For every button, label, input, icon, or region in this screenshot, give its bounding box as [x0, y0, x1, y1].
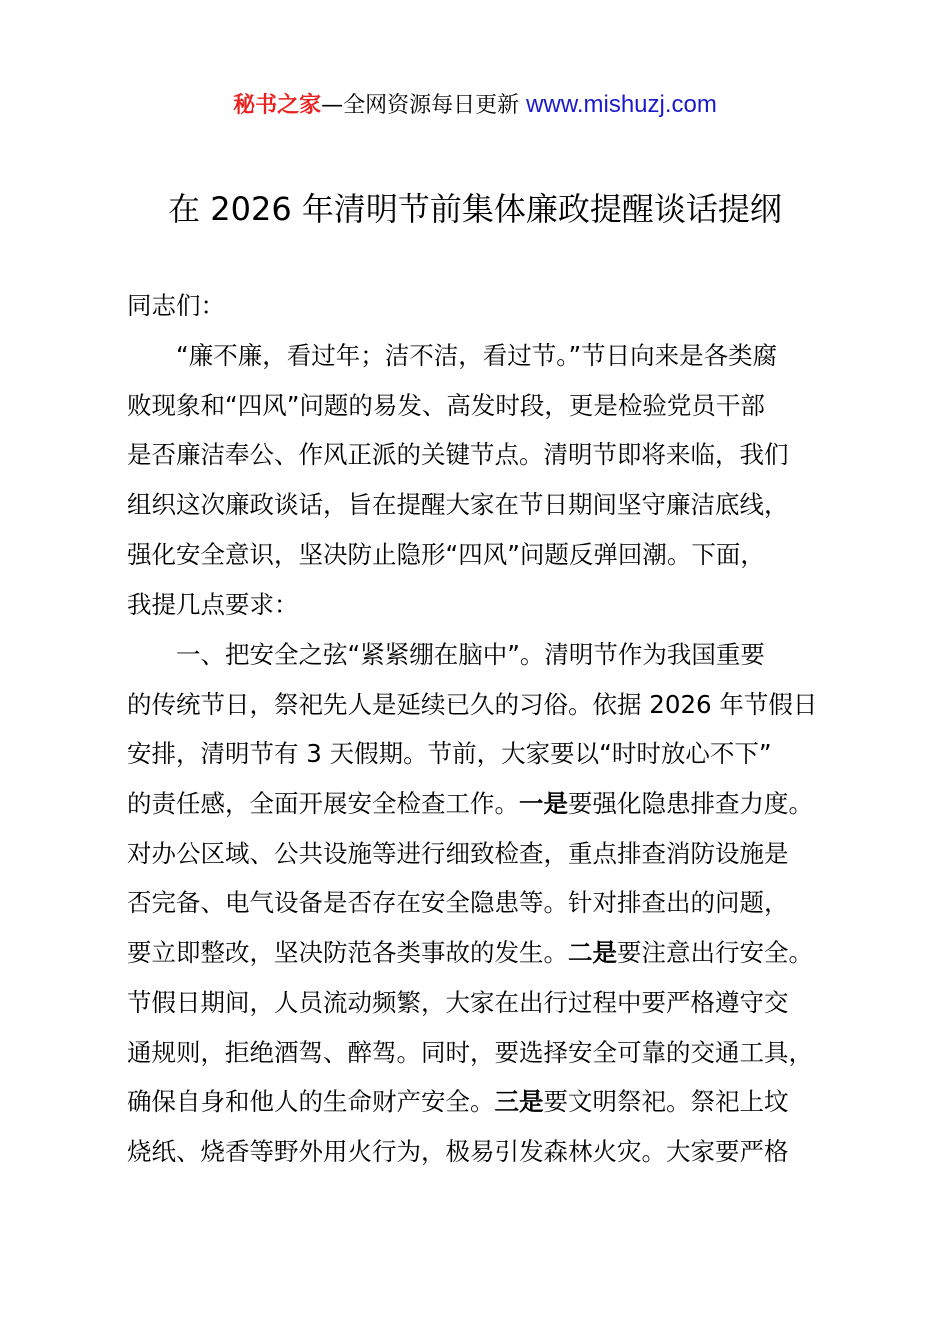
text-segment: 要强化隐患排查力度。 [568, 789, 813, 818]
site-banner [0, 88, 950, 119]
bold-text: 三是 [494, 1087, 544, 1116]
paragraph-line [127, 1038, 813, 1068]
text-segment: 的传统节日，祭祀先人是延续已久的习俗。依据 2026 年节假日 [127, 690, 818, 719]
paragraph-line [127, 540, 765, 570]
paragraph-line [127, 391, 765, 421]
paragraph-line [127, 988, 789, 1018]
text-segment: 一、把安全之弦“紧紧绷在脑中”。清明节作为我国重要 [127, 640, 765, 669]
text-segment: 烧纸、烧香等野外用火行为，极易引发森林火灾。大家要严格 [127, 1137, 789, 1166]
text-segment: 通规则，拒绝酒驾、醉驾。同时，要选择安全可靠的交通工具， [127, 1038, 813, 1067]
paragraph-line [127, 490, 789, 520]
text-segment: 同志们： [127, 291, 225, 320]
paragraph-line [127, 739, 772, 769]
text-segment: 否完备、电气设备是否存在安全隐患等。针对排查出的问题， [127, 888, 789, 917]
paragraph-line [127, 1087, 789, 1117]
paragraph-line [127, 640, 765, 670]
paragraph-line [127, 291, 225, 321]
text-segment: 是否廉洁奉公、作风正派的关键节点。清明节即将来临，我们 [127, 440, 789, 469]
paragraph-line [127, 440, 789, 470]
text-segment: 安排，清明节有 3 天假期。节前，大家要以“时时放心不下” [127, 739, 772, 768]
paragraph-line [127, 938, 813, 968]
text-segment: 对办公区域、公共设施等进行细致检查，重点排查消防设施是 [127, 839, 789, 868]
paragraph-line [127, 789, 813, 819]
site-url-link[interactable]: www.mishuzj.com [526, 91, 717, 118]
text-segment: 要立即整改，坚决防范各类事故的发生。 [127, 938, 568, 967]
text-segment: 确保自身和他人的生命财产安全。 [127, 1087, 495, 1116]
paragraph-line [127, 839, 789, 869]
paragraph-line [127, 341, 777, 371]
bold-text: 一是 [519, 789, 568, 818]
text-segment: 我提几点要求： [127, 590, 299, 619]
text-segment: “廉不廉，看过年；洁不洁，看过节。”节日向来是各类腐 [127, 341, 778, 370]
text-segment: 要注意出行安全。 [617, 938, 813, 967]
paragraph-line [127, 888, 789, 918]
paragraph-line [127, 1137, 789, 1167]
slogan: —全网资源每日更新 [321, 93, 520, 118]
text-segment: 组织这次廉政谈话，旨在提醒大家在节日期间坚守廉洁底线， [127, 490, 789, 519]
text-segment: 要文明祭祀。祭祀上坟 [543, 1087, 789, 1116]
text-segment: 强化安全意识，坚决防止隐形“四风”问题反弹回潮。下面， [127, 540, 765, 569]
text-segment: 节假日期间，人员流动频繁，大家在出行过程中要严格遵守交 [127, 988, 789, 1017]
brand-name: 秘书之家 [233, 93, 322, 118]
paragraph-line [127, 690, 817, 720]
document-title: 在 2026 年清明节前集体廉政提醒谈话提纲 [168, 190, 782, 228]
text-segment: 的责任感，全面开展安全检查工作。 [127, 789, 519, 818]
paragraph-line [127, 590, 299, 620]
bold-text: 二是 [568, 938, 617, 967]
text-segment: 败现象和“四风”问题的易发、高发时段，更是检验党员干部 [127, 391, 765, 420]
